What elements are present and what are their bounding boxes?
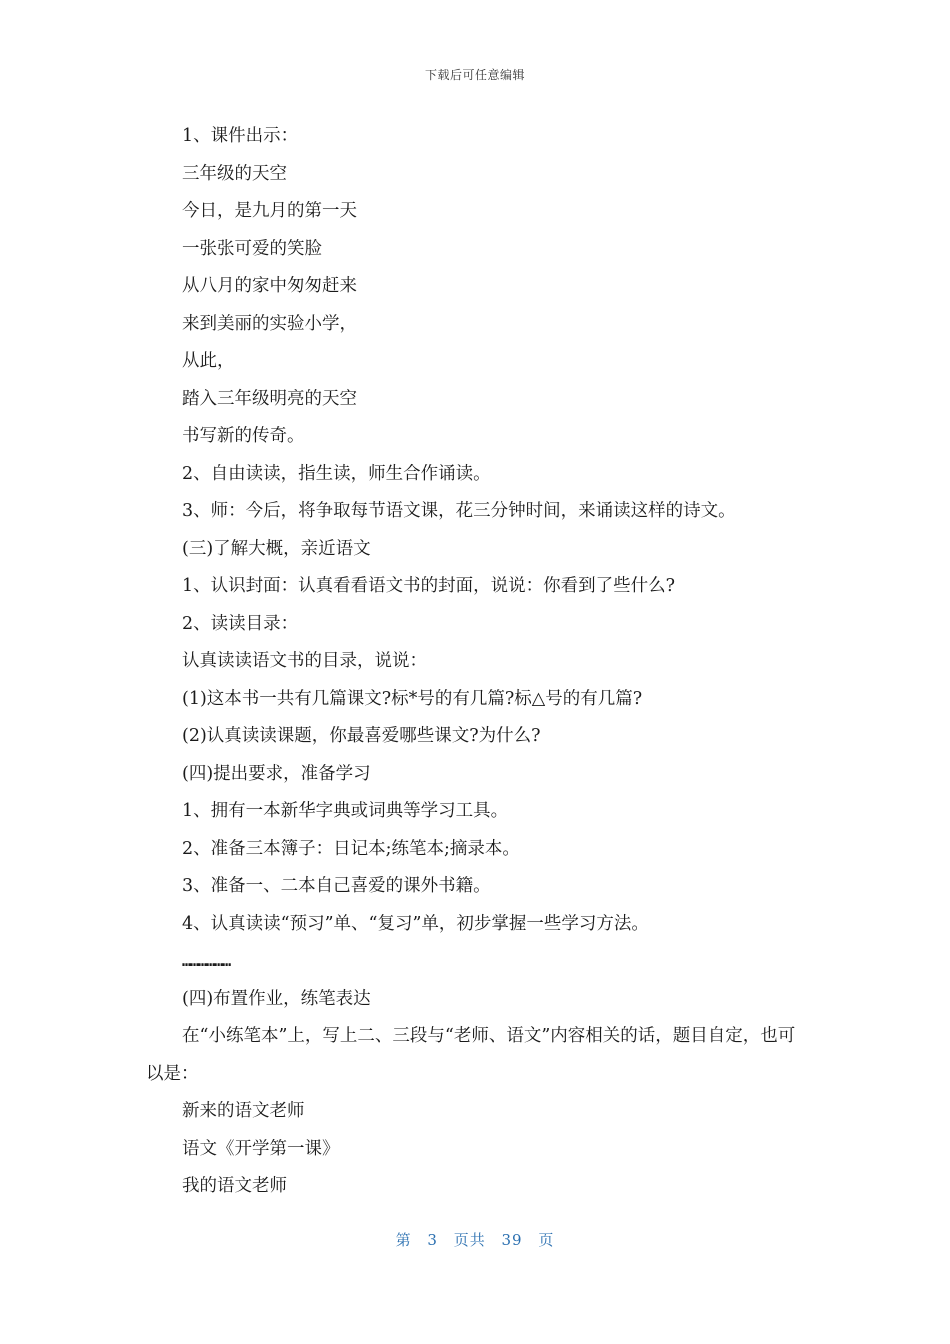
poem-line: 从此， [182,351,235,371]
poem-line: 今日，是九月的第一天 [182,201,357,221]
poem-line: 来到美丽的实验小学， [182,313,357,334]
text-line: 2、自由读读，指生读，师生合作诵读。 [182,463,491,484]
ellipsis-line: ……………… [182,952,231,970]
section-heading: (四)提出要求，准备学习 [182,763,371,784]
text-line: (1)这本书一共有几篇课文?标*号的有几篇?标△号的有几篇? [182,688,643,709]
poem-line: 踏入三年级明亮的天空 [182,388,357,409]
poem-title: 三年级的天空 [182,163,287,184]
title-option: 我的语文老师 [182,1176,287,1196]
text-line: (2)认真读读课题，你最喜爱哪些课文?为什么? [182,726,541,746]
title-option: 语文《开学第一课》 [182,1138,340,1159]
text-line: 1、课件出示： [182,126,299,146]
section-heading: (四)布置作业，练笔表达 [182,988,371,1009]
text-line: 1、拥有一本新华字典或词典等学习工具。 [182,801,509,821]
text-line: 3、准备一、二本自己喜爱的课外书籍。 [182,876,491,896]
document-body [146,118,806,1206]
assignment-paragraph: 在“小练笔本”上，写上二、三段与“老师、语文”内容相关的话，题目自定，也可以是： [146,1026,796,1084]
page-footer: 第 3 页共 39 页 [395,1231,555,1249]
poem-line: 一张张可爱的笑脸 [182,238,322,259]
poem-line: 从八月的家中匆匆赶来 [182,276,357,296]
text-line: 3、师：今后，将争取每节语文课，花三分钟时间，来诵读这样的诗文。 [182,501,736,521]
text-line: 2、读读目录： [182,613,299,634]
page-header: 下载后可任意编辑 [424,68,525,82]
text-line: 认真读读语文书的目录，说说： [182,651,427,671]
section-heading: (三)了解大概，亲近语文 [182,538,371,559]
title-option: 新来的语文老师 [182,1101,305,1121]
text-line: 4、认真读读“预习”单、“复习”单，初步掌握一些学习方法。 [182,913,649,934]
text-line: 1、认识封面：认真看看语文书的封面，说说：你看到了些什么? [182,576,676,596]
poem-line: 书写新的传奇。 [182,426,305,446]
text-line: 2、准备三本簿子：日记本;练笔本;摘录本。 [182,838,520,859]
